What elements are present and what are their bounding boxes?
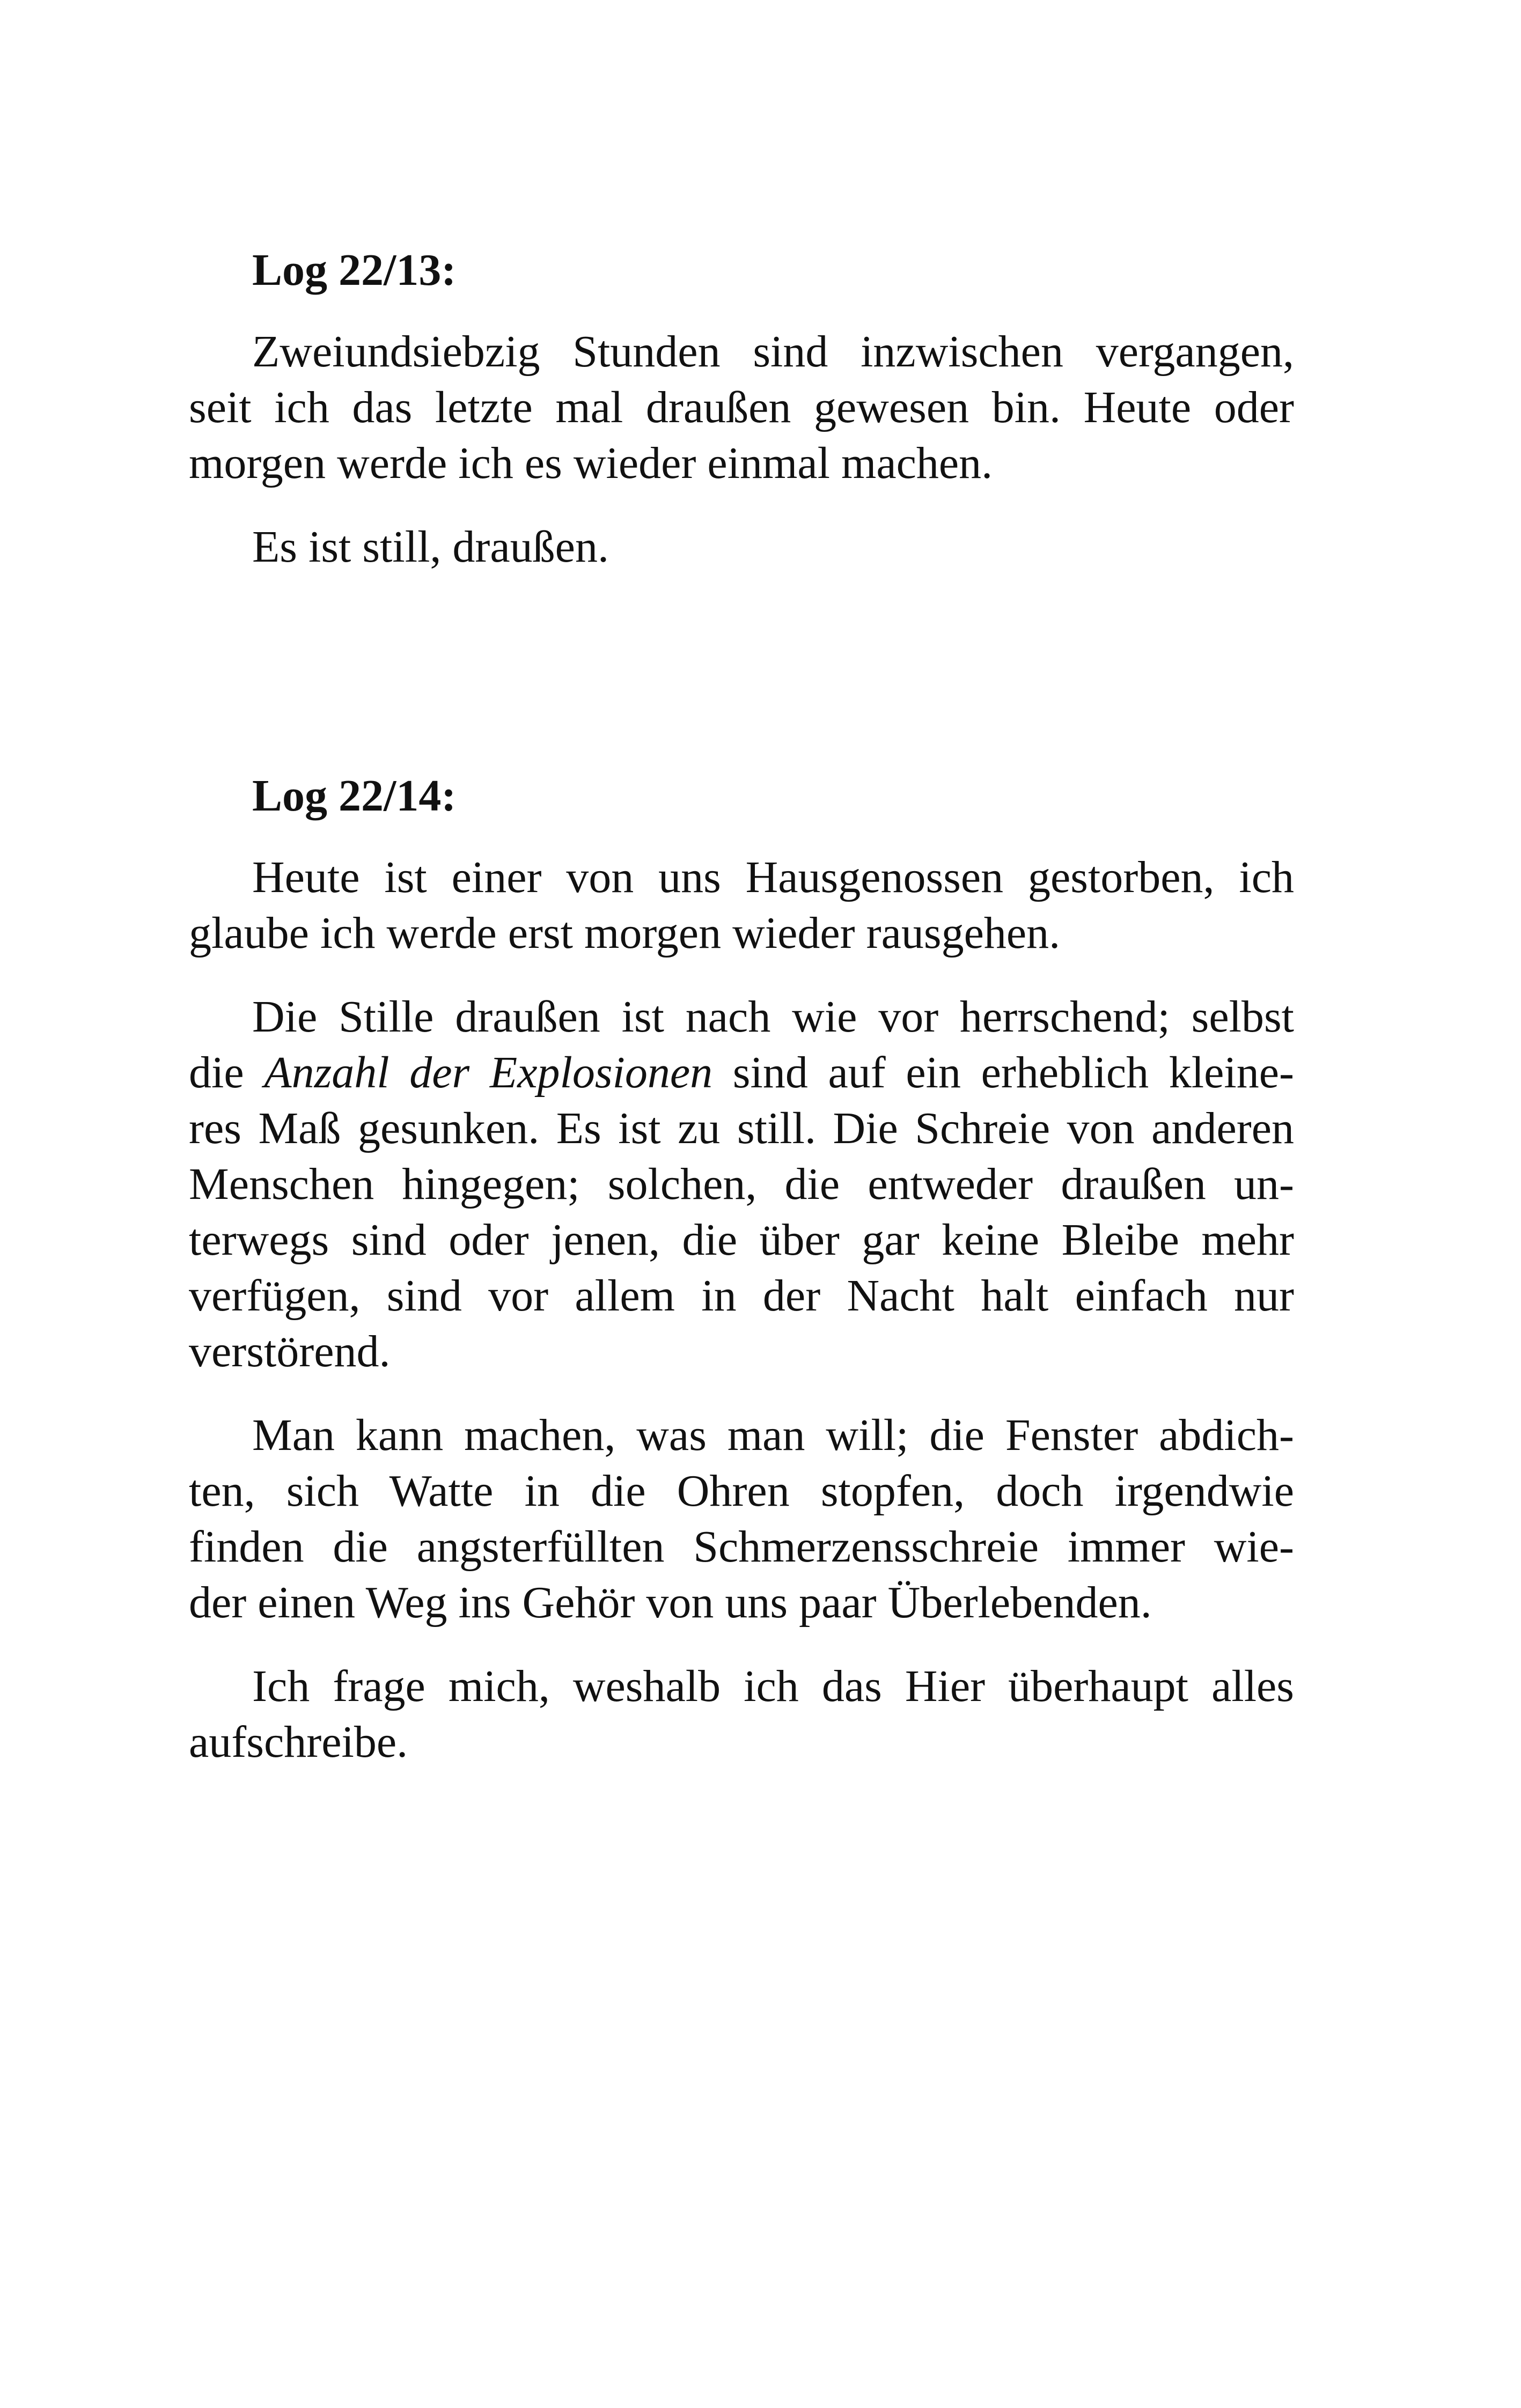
paragraph xyxy=(189,850,1294,961)
text-line: der einen Weg ins Gehör von uns paar Überlebenden. xyxy=(189,1578,1152,1628)
paragraph xyxy=(189,519,1294,575)
text-line: seit ich das letzte mal draußen gewesen bin. Heute oder xyxy=(189,382,1294,432)
text-line: verstörend. xyxy=(189,1327,391,1376)
paragraph xyxy=(189,324,1294,491)
text-line: Menschen hingegen; solchen, die entweder draußen un- xyxy=(189,1159,1294,1209)
text-line: Die Stille draußen ist nach wie vor herrschend; selbst xyxy=(252,992,1294,1042)
text-line: Heute ist einer von uns Hausgenossen gestorben, ich xyxy=(252,852,1294,902)
text-line: Es ist still, draußen. xyxy=(252,522,609,572)
text-line-with-italic xyxy=(189,1045,1294,1101)
text-line: Man kann machen, was man will; die Fenster abdich- xyxy=(252,1410,1294,1460)
text-fragment: die xyxy=(189,1048,264,1098)
log-entry-22-14 xyxy=(189,768,1294,1770)
text-line: aufschreibe. xyxy=(189,1717,408,1767)
log-entry-22-13 xyxy=(189,242,1294,575)
text-line: Zweiundsiebzig Stunden sind inzwischen vergangen, xyxy=(252,327,1294,377)
paragraph xyxy=(189,1659,1294,1770)
entry-title: Log 22/14: xyxy=(252,771,457,821)
text-line: verfügen, sind vor allem in der Nacht halt einfach nur xyxy=(189,1271,1294,1321)
text-line: Ich frage mich, weshalb ich das Hier überhaupt alles xyxy=(252,1661,1294,1711)
text-line: res Maß gesunken. Es ist zu still. Die Schreie von anderen xyxy=(189,1103,1294,1153)
paragraph xyxy=(189,1408,1294,1631)
entry-title: Log 22/13: xyxy=(252,245,457,295)
italic-phrase: Anzahl der Explosionen xyxy=(264,1048,713,1098)
text-fragment: erheblich kleine- xyxy=(981,1048,1295,1098)
text-line: terwegs sind oder jenen, die über gar keine Bleibe mehr xyxy=(189,1215,1294,1265)
text-fragment: sind auf ein xyxy=(712,1048,981,1098)
text-line: finden die angsterfüllten Schmerzensschreie immer wie- xyxy=(189,1522,1294,1572)
text-line: ten, sich Watte in die Ohren stopfen, doch irgendwie xyxy=(189,1466,1294,1516)
text-line: morgen werde ich es wieder einmal machen. xyxy=(189,438,993,488)
text-line: glaube ich werde erst morgen wieder rausgehen. xyxy=(189,908,1061,958)
paragraph xyxy=(189,989,1294,1380)
